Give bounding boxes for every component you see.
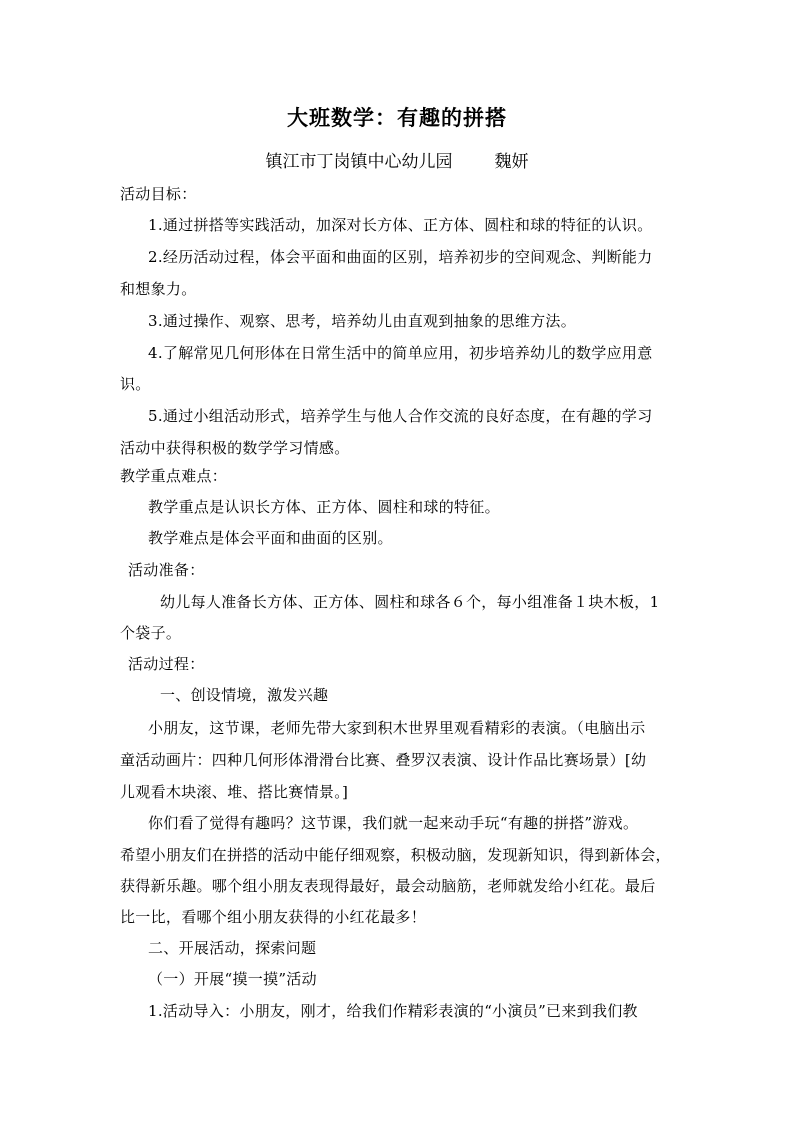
prep-heading: 活动准备：: [128, 561, 205, 579]
process-heading: 活动过程：: [128, 655, 205, 673]
step-2-heading: 二、开展活动，探索问题: [148, 939, 317, 957]
goal-3: 3.通过操作、观察、思考，培养幼儿由直观到抽象的思维方法。: [148, 312, 577, 330]
document-title: 大班数学：有趣的拼搭: [287, 105, 507, 130]
sub-section-1-heading: （一）开展“摸一摸”活动: [148, 970, 317, 988]
goals-heading: 活动目标：: [120, 185, 197, 203]
paragraph-2-line-1: 你们看了觉得有趣吗？这节课，我们就一起来动手玩“有趣的拼搭”游戏。: [148, 814, 639, 832]
step-1-heading: 一、创设情境，激发兴趣: [160, 686, 329, 704]
paragraph-2-line-3: 获得新乐趣。哪个组小朋友表现得最好，最会动脑筋，老师就发给小红花。最后: [120, 877, 656, 895]
keypoint-text: 教学重点是认识长方体、正方体、圆柱和球的特征。: [148, 498, 500, 516]
author-school: 镇江市丁岗镇中心幼儿园: [265, 152, 453, 172]
goal-4-line-2: 识。: [120, 375, 151, 393]
goal-2-line-1: 2.经历活动过程，体会平面和曲面的区别，培养初步的空间观念、判断能力: [148, 248, 653, 266]
goal-5-line-2: 活动中获得积极的数学学习情感。: [120, 439, 350, 457]
difficulty-text: 教学难点是体会平面和曲面的区别。: [148, 529, 393, 547]
paragraph-2-line-4: 比一比，看哪个组小朋友获得的小红花最多！: [120, 908, 427, 926]
paragraph-2-line-2: 希望小朋友们在拼搭的活动中能仔细观察，积极动脑，发现新知识，得到新体会，: [120, 846, 671, 864]
prep-line-1: 幼儿每人准备长方体、正方体、圆柱和球各６个，每小组准备１块木板，1: [160, 593, 660, 611]
paragraph-3-line-1: 1.活动导入：小朋友，刚才，给我们作精彩表演的“小演员”已来到我们教: [148, 1002, 638, 1020]
author-name: 魏妍: [494, 152, 529, 172]
goal-4-line-1: 4.了解常见几何形体在日常生活中的简单应用，初步培养幼儿的数学应用意: [148, 344, 653, 362]
paragraph-1-line-3: 儿观看木块滚、堆、搭比赛情景。]: [120, 783, 349, 801]
keypoints-heading: 教学重点难点：: [120, 467, 228, 485]
prep-line-2: 个袋子。: [120, 624, 182, 642]
author-line: [0, 150, 794, 174]
goal-5-line-1: 5.通过小组活动形式，培养学生与他人合作交流的良好态度，在有趣的学习: [148, 407, 653, 425]
goal-1: 1.通过拼搭等实践活动，加深对长方体、正方体、圆柱和球的特征的认识。: [148, 216, 653, 234]
paragraph-1-line-1: 小朋友，这节课，老师先带大家到积木世界里观看精彩的表演。（电脑出示: [148, 719, 646, 737]
goal-2-line-2: 和想象力。: [120, 280, 197, 298]
paragraph-1-line-2: 童活动画片：四种几何形体滑滑台比赛、叠罗汉表演、设计作品比赛场景）[幼: [120, 751, 647, 769]
